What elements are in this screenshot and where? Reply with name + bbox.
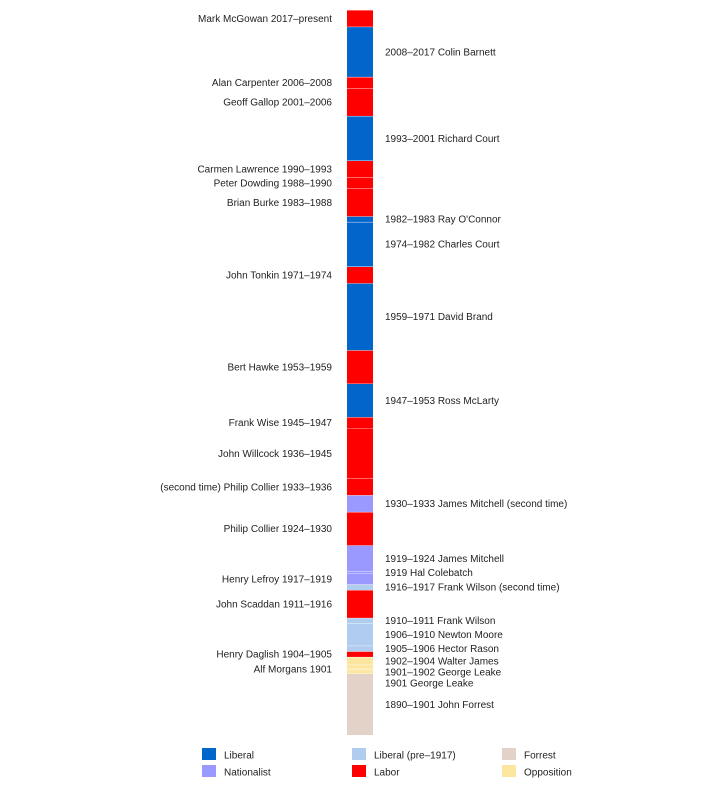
term-label: Frank Wise 1945–1947 bbox=[228, 418, 332, 430]
term-label: 1910–1911 Frank Wilson bbox=[385, 616, 496, 628]
term-label: Henry Daglish 1904–1905 bbox=[216, 649, 332, 661]
term-bar-2008-2017-colin-barnett bbox=[347, 27, 373, 77]
term-label: 1982–1983 Ray O'Connor bbox=[385, 214, 501, 226]
legend-swatch-labor bbox=[352, 765, 366, 777]
term-label: Alf Morgans 1901 bbox=[253, 664, 332, 676]
term-label: John Willcock 1936–1945 bbox=[218, 448, 332, 460]
term-label: 1905–1906 Hector Rason bbox=[385, 644, 499, 656]
term-bar-brian-burke-1983-1988 bbox=[347, 188, 373, 216]
term-bar-henry-daglish-1904-1905 bbox=[347, 651, 373, 657]
term-label: Alan Carpenter 2006–2008 bbox=[211, 78, 332, 89]
term-bar-1919-1924-james-mitchell bbox=[347, 545, 373, 571]
legend-label-opposition: Opposition bbox=[524, 767, 572, 779]
term-bar-geoff-gallop-2001-2006 bbox=[347, 88, 373, 116]
legend-swatch-liberal bbox=[202, 748, 216, 760]
term-label: Geoff Gallop 2001–2006 bbox=[223, 97, 332, 109]
term-bar-1959-1971-david-brand bbox=[347, 283, 373, 350]
term-label: Brian Burke 1983–1988 bbox=[226, 197, 332, 209]
term-label: 1930–1933 James Mitchell (second time) bbox=[385, 499, 568, 511]
term-bar-carmen-lawrence-1990-1993 bbox=[347, 161, 373, 178]
term-label: 1974–1982 Charles Court bbox=[385, 239, 500, 251]
legend-swatch-forrest bbox=[502, 748, 516, 760]
term-label: (second time) Philip Collier 1933–1936 bbox=[160, 482, 332, 494]
term-bar-1902-1904-walter-james bbox=[347, 657, 373, 665]
term-bar-peter-dowding-1988-1990 bbox=[347, 177, 373, 188]
term-bar-john-willcock-1936-1945 bbox=[347, 428, 373, 478]
term-label: Peter Dowding 1988–1990 bbox=[213, 178, 332, 190]
term-label: 1919 Hal Colebatch bbox=[385, 567, 473, 579]
term-label: Mark McGowan 2017–present bbox=[198, 13, 332, 25]
term-bar-1906-1910-newton-moore bbox=[347, 623, 373, 645]
term-bar-john-tonkin-1971-1974 bbox=[347, 267, 373, 284]
term-bar-1947-1953-ross-mclarty bbox=[347, 384, 373, 417]
term-label: 1993–2001 Richard Court bbox=[385, 133, 500, 145]
term-bar-bert-hawke-1953-1959 bbox=[347, 350, 373, 383]
term-label: 1902–1904 Walter James bbox=[385, 656, 499, 668]
term-bar-mark-mcgowan-2017-present bbox=[347, 10, 373, 27]
term-label: 1947–1953 Ross McLarty bbox=[385, 395, 499, 407]
legend-swatch-nationalist bbox=[202, 765, 216, 777]
term-bar-1993-2001-richard-court bbox=[347, 116, 373, 161]
term-bar-1974-1982-charles-court bbox=[347, 222, 373, 267]
term-label: Bert Hawke 1953–1959 bbox=[227, 362, 332, 374]
term-bar-1905-1906-hector-rason bbox=[347, 646, 373, 652]
term-bar-frank-wise-1945-1947 bbox=[347, 417, 373, 428]
term-label: 1916–1917 Frank Wilson (second time) bbox=[385, 582, 560, 594]
term-bar-second-time-philip-collier-1933-1936 bbox=[347, 478, 373, 495]
term-bar-1910-1911-frank-wilson bbox=[347, 618, 373, 624]
term-bar-1890-1901-john-forrest bbox=[347, 674, 373, 735]
term-bar-philip-collier-1924-1930 bbox=[347, 512, 373, 545]
legend-label-forrest: Forrest bbox=[524, 750, 556, 762]
term-label: John Scaddan 1911–1916 bbox=[215, 599, 332, 611]
term-label: 1906–1910 Newton Moore bbox=[385, 630, 503, 642]
term-bar-1901-george-leake bbox=[347, 670, 373, 674]
legend-label-labor: Labor bbox=[374, 767, 400, 779]
legend-label-liberal: Liberal bbox=[224, 750, 255, 762]
term-bar-1901-1902-george-leake bbox=[347, 665, 373, 669]
term-label: Henry Lefroy 1917–1919 bbox=[221, 574, 332, 586]
legend bbox=[202, 748, 572, 779]
term-label: 1890–1901 John Forrest bbox=[385, 699, 494, 711]
term-label: 2008–2017 Colin Barnett bbox=[385, 47, 496, 59]
term-label: 1959–1971 David Brand bbox=[385, 312, 493, 324]
legend-swatch-liberal_pre bbox=[352, 748, 366, 760]
term-label: Philip Collier 1924–1930 bbox=[223, 524, 332, 536]
term-label: Carmen Lawrence 1990–1993 bbox=[197, 164, 332, 176]
term-label: John Tonkin 1971–1974 bbox=[225, 270, 332, 282]
term-bar-henry-lefroy-1917-1919 bbox=[347, 573, 373, 584]
legend-label-nationalist: Nationalist bbox=[224, 767, 271, 779]
term-bar-john-scaddan-1911-1916 bbox=[347, 590, 373, 618]
term-bar-alan-carpenter-2006-2008 bbox=[347, 77, 373, 88]
legend-swatch-opposition bbox=[502, 765, 516, 777]
term-bar-1916-1917-frank-wilson-second-time bbox=[347, 584, 373, 590]
term-label: 1901–1902 George Leake bbox=[385, 667, 502, 679]
term-bar-1982-1983-ray-o-connor bbox=[347, 216, 373, 222]
term-label: 1901 George Leake bbox=[385, 678, 474, 690]
term-label: 1919–1924 James Mitchell bbox=[385, 553, 504, 565]
timeline-bars bbox=[347, 10, 373, 735]
legend-label-liberal_pre: Liberal (pre–1917) bbox=[374, 750, 456, 762]
term-bar-1930-1933-james-mitchell-second-time bbox=[347, 495, 373, 512]
